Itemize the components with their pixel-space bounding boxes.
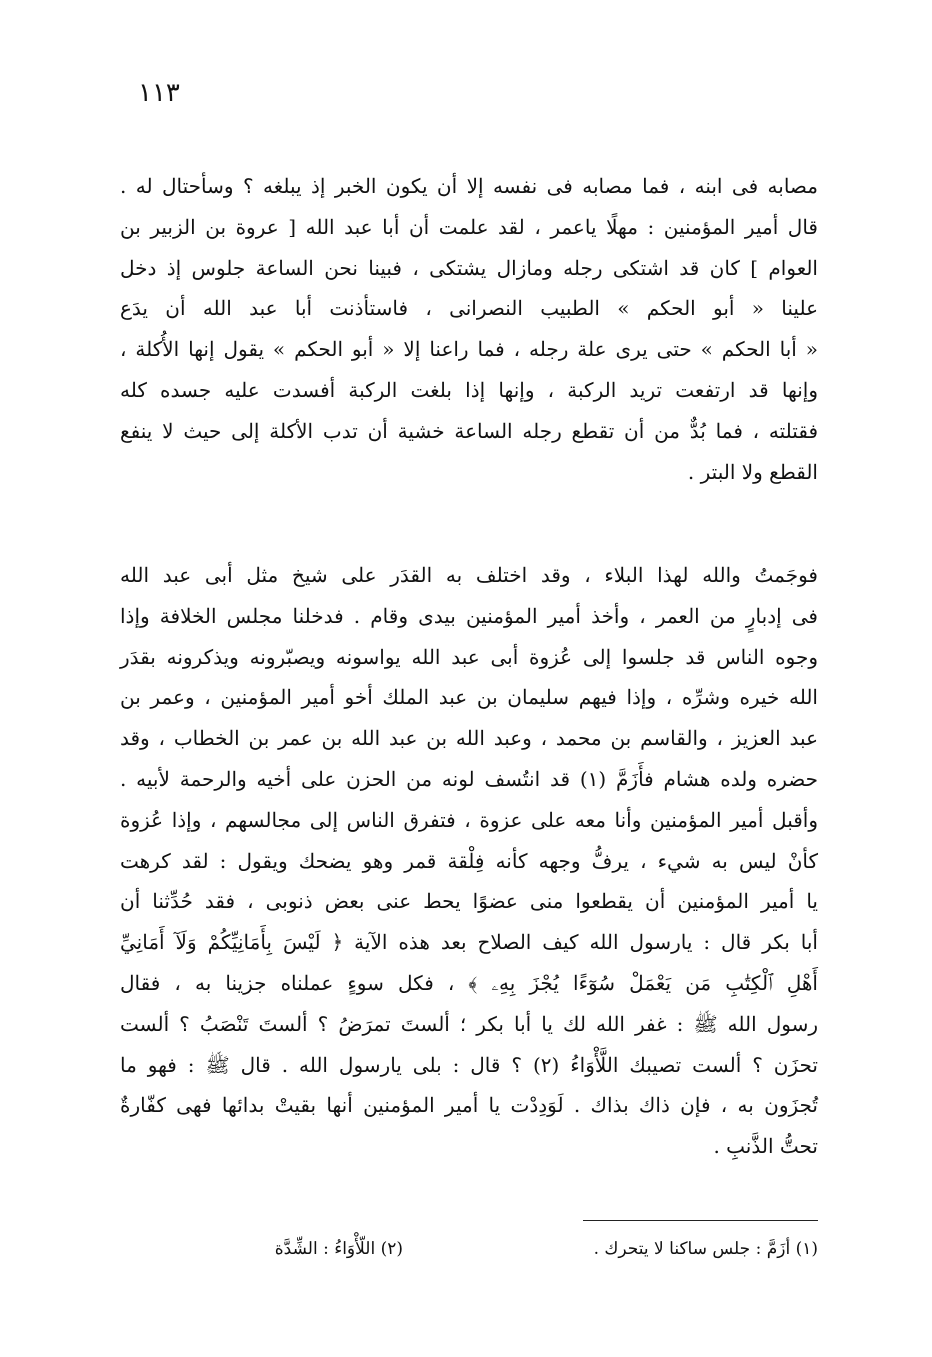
page-number: ١١٣: [138, 78, 180, 108]
text-line: مصابه فى ابنه ، فما مصابه فى نفسه إلا أن يكون الخبر إذ يبلغه ؟ وسأحتال له .: [120, 174, 818, 198]
text-line: قال أمير المؤمنين : مهلًا ياعمر ، لقد علمت أن أبا عبد الله [ عروة بن الزبير بن: [120, 214, 818, 239]
text-line: فوجَمتُ والله لهذا البلاء ، وقد اختلف به القدَر على شيخ مثل أبى عبد الله: [120, 563, 818, 587]
footnote-2: (٢) اللّأْوَاءُ : الشِّدَّة: [274, 1239, 403, 1259]
text-line: يا أمير المؤمنين أن يقطعوا منى عضوًا يحط عنى بعض ذنوبى ، فقد حُدِّثنا أن: [120, 889, 818, 914]
text-line: الله خيره وشرِّه ، وإذا فيهم سليمان بن عبد الملك أخو أمير المؤمنين ، وعمر بن: [120, 685, 818, 710]
text-line: أبا بكر قال : يارسول الله كيف الصلاح بعد هذه الآية ﴿ لَيْسَ بِأَمَانِيِّكُمْ وَلَآ أَمَانِيِّ: [120, 930, 818, 955]
footnote-1: (١) أزَمَّ : جلس ساكنا لا يتحرك .: [593, 1239, 818, 1259]
text-line: تُجزَون به ، فإن ذاك بذاك . لَوَدِدْت يا أمير المؤمنين أنها بقيتْ بدائها فهى كفّارةٌ: [120, 1093, 818, 1118]
text-line: تحزَن ؟ ألست تصيبك اللَّأْوَاءُ (٢) ؟ قال : بلى يارسول الله . قال ﷺ : فهو ما: [120, 1052, 818, 1077]
text-line: رسول الله ﷺ : غفر الله لك يا أبا بكر ؛ ألستَ تمرَضُ ؟ ألستَ تَنْصَبُ ؟ ألست: [120, 1011, 818, 1036]
text-line: كأنْ ليس به شيء ، يرفُّ وجهه كأنه فِلْقة قمر وهو يضحك ويقول : لقد كرهت: [120, 848, 818, 873]
text-line: القطع ولا البتر .: [687, 459, 818, 484]
text-line: وإنها قد ارتفعت تريد الركبة ، وإنها إذا بلغت الركبة أفسدت عليه جسده كله: [120, 377, 818, 402]
text-line: « أبا الحكم » حتى يرى علة رجله ، فما راعنا إلا « أبو الحكم » يقول إنها الأُكلة ،: [120, 337, 818, 362]
paragraph-1: [120, 166, 818, 492]
text-line: العوام ] كان قد اشتكى رجله ومازال يشتكى ، فبينا نحن الساعة جلوس إذ دخل: [120, 255, 818, 280]
text-line: فى إدبارٍ من العمر ، وأخذ أمير المؤمنين بيدى وقام . فدخلنا مجلس الخلافة وإذا: [120, 603, 818, 628]
text-line: عبد العزيز ، والقاسم بن محمد ، وعبد الله بن عبد الله بن عمر بن الخطاب ، وقد: [120, 726, 818, 751]
text-line: علينا « أبو الحكم » الطبيب النصرانى ، فاستأذنت أبا عبد الله أن يدَع: [120, 296, 819, 321]
text-line: حضره ولده هشام فأَزَمَّ (١) قد انتُسف لونه من الحزن على أخيه والرحمة لأبيه .: [120, 766, 818, 791]
text-line: أَهْلِ ٱلْكِتَٰبِ مَن يَعْمَلْ سُوٓءًا يُجْزَ بِهِۦ ﴾ ، فكل سوءٍ عملناه جزينا به ، فقال: [120, 970, 818, 995]
text-line: تحتُّ الذَّنبِ .: [713, 1134, 818, 1159]
paragraph-2: [120, 555, 818, 1167]
text-line: فقتلته ، فما بُدٌّ من أن تقطع رجله الساعة خشية أن تدب الأكلة إلى حيث لا ينفع: [120, 418, 818, 443]
text-line: وأقبل أمير المؤمنين وأنا معه على عزوة ، فتفرق الناس إلى مجالسهم ، وإذا عُزوة: [120, 807, 818, 832]
text-line: وجوه الناس قد جلسوا إلى عُزوة أبى عبد الله يواسونه ويصبّرونه ويذكرونه بقدَر: [120, 644, 818, 669]
footnote-divider: [583, 1220, 818, 1221]
